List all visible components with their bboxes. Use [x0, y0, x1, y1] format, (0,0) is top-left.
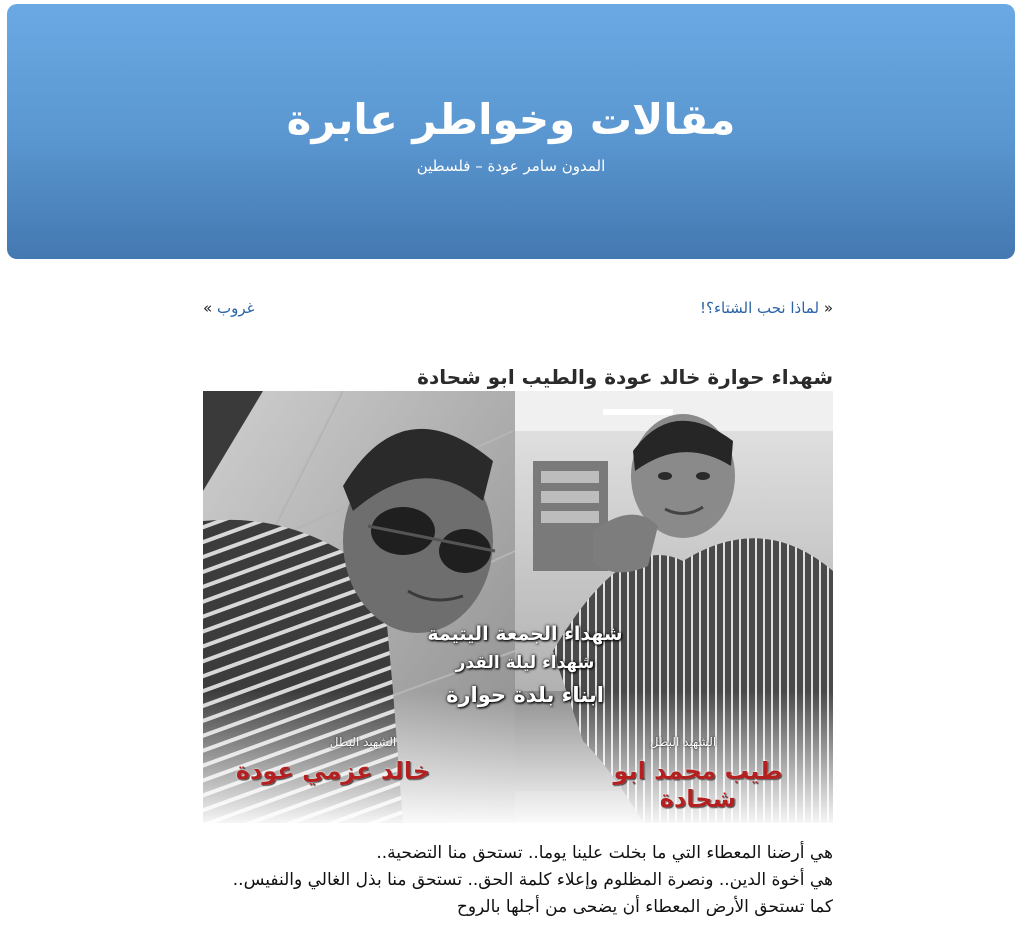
overlay-line-3: ابناء بلدة حوارة — [446, 683, 604, 707]
site-description: المدون سامر عودة – فلسطين — [416, 157, 606, 175]
next-arrow: » — [203, 299, 213, 317]
site-header — [7, 4, 1015, 259]
overlay-line-2: شهداء ليلة القدر — [455, 653, 595, 673]
post-image[interactable] — [203, 391, 833, 823]
post-navigation — [203, 296, 833, 320]
post-content — [203, 840, 833, 921]
post-paragraph-2: هي أخوة الدين.. ونصرة المظلوم وإعلاء كلمة الحق.. تستحق منا بذل الغالي والنفيس.. — [232, 870, 833, 890]
previous-post-link[interactable]: لماذا نحب الشتاء؟! — [700, 299, 820, 317]
martyrs-poster — [203, 391, 833, 823]
overlay-line-1: شهداء الجمعة اليتيمة — [427, 623, 623, 645]
post-paragraph-3: كما تستحق الأرض المعطاء أن يضحى من أجلها بالروح — [456, 897, 833, 917]
post-paragraph-1: هي أرضنا المعطاء التي ما بخلت علينا يوما.. تستحق منا التضحية.. — [376, 843, 833, 863]
next-post-link[interactable]: غروب — [216, 299, 255, 317]
nav-next — [203, 296, 254, 320]
left-caption-title: الشهيد البطل — [329, 735, 397, 749]
right-caption-name: طيب محمد ابو شحادة — [613, 757, 783, 813]
post-title: شهداء حوارة خالد عودة والطيب ابو شحادة — [417, 365, 833, 389]
previous-arrow: « — [823, 299, 833, 317]
site-title[interactable]: مقالات وخواطر عابرة — [286, 95, 736, 144]
right-caption-title: الشهيد البطل — [649, 735, 717, 749]
nav-previous — [700, 296, 833, 320]
left-caption-name: خالد عزمي عودة — [235, 757, 431, 785]
